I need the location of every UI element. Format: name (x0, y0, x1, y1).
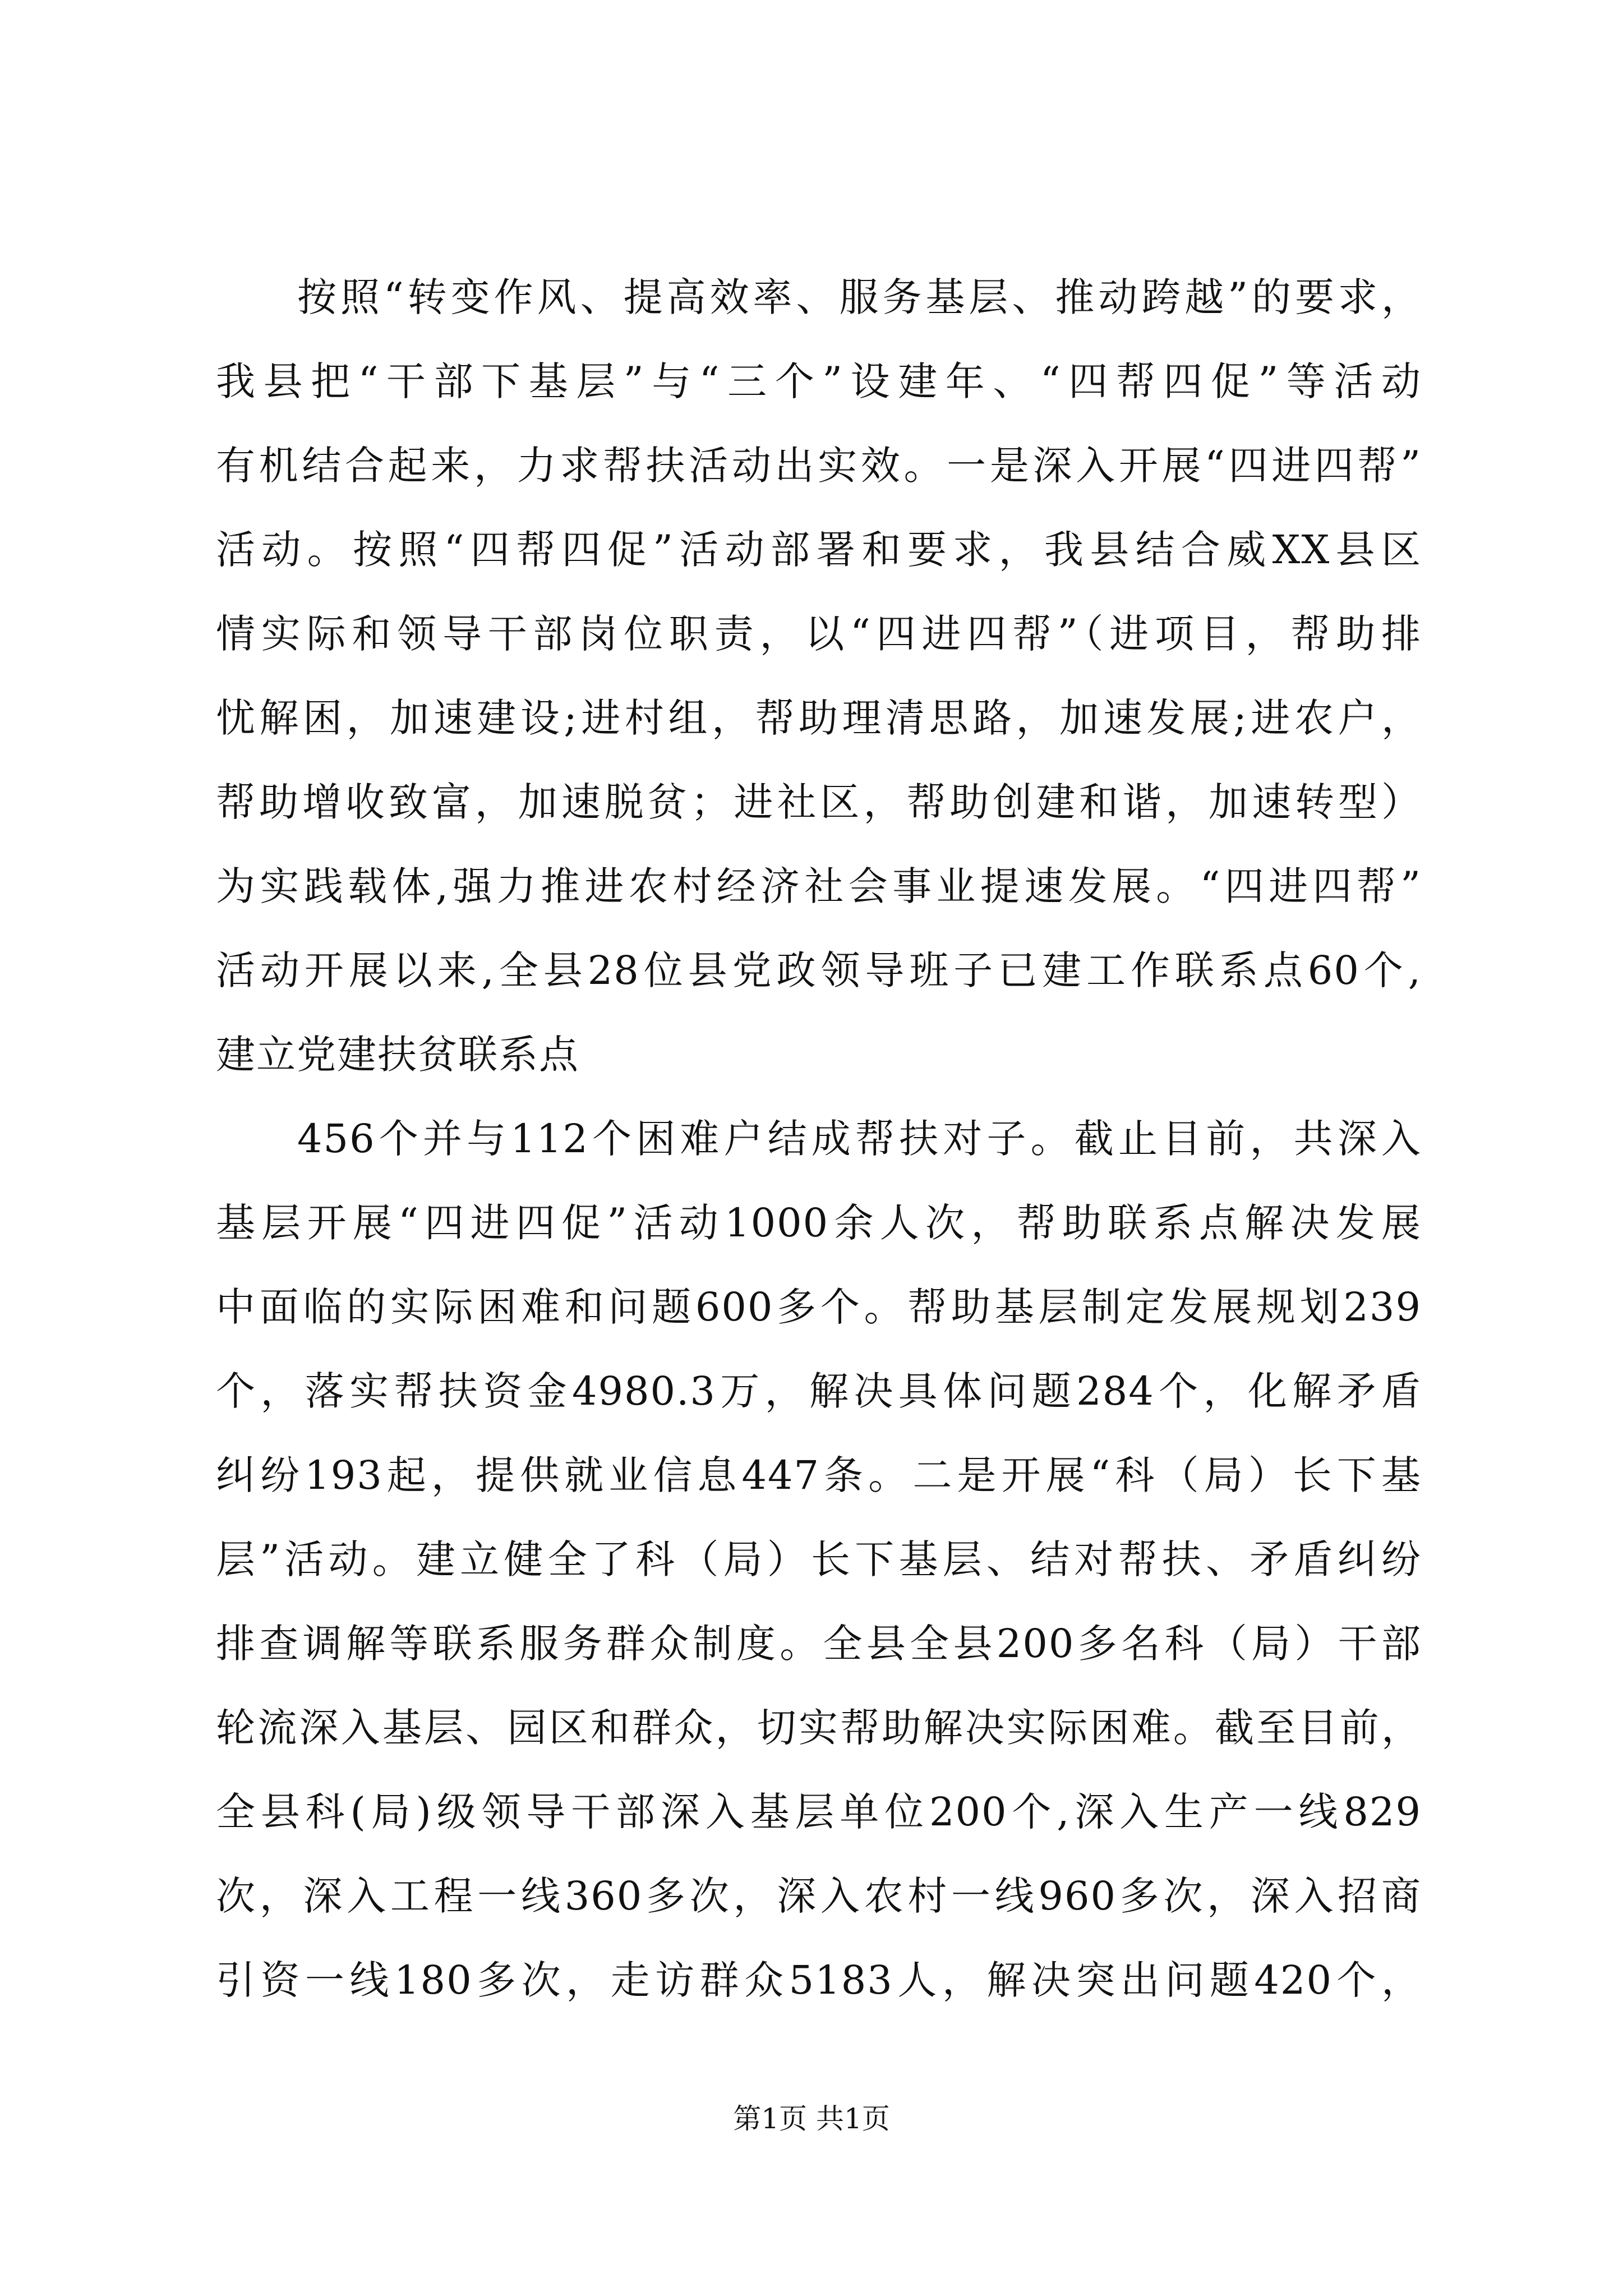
text-line: 轮流深入基层、园区和群众，切实帮助解决实际困难。截至目前， (216, 1705, 1422, 1751)
text-line: 有机结合起来，力求帮扶活动出实效。一是深入开展“四进四帮” (216, 443, 1422, 489)
text-line: 帮助增收致富，加速脱贫；进社区，帮助创建和谐，加速转型） (216, 779, 1422, 825)
text-line: 引资一线180多次，走访群众5183人，解决突出问题420个， (216, 1957, 1422, 2003)
text-line: 层”活动。建立健全了科（局）长下基层、结对帮扶、矛盾纠纷 (216, 1536, 1422, 1582)
text-line: 次，深入工程一线360多次，深入农村一线960多次，深入招商 (216, 1873, 1422, 1919)
text-line: 456个并与112个困难户结成帮扶对子。截止目前，共深入 (297, 1116, 1422, 1162)
text-line: 活动开展以来,全县28位县党政领导班子已建工作联系点60个, (216, 947, 1422, 993)
text-line: 全县科(局)级领导干部深入基层单位200个,深入生产一线829 (216, 1789, 1422, 1835)
text-line: 纠纷193起，提供就业信息447条。二是开展“科（局）长下基 (216, 1452, 1422, 1498)
text-line: 情实际和领导干部岗位职责，以“四进四帮”（进项目，帮助排 (216, 611, 1422, 657)
text-line: 个，落实帮扶资金4980.3万，解决具体问题284个，化解矛盾 (216, 1368, 1422, 1414)
text-line: 基层开展“四进四促”活动1000余人次，帮助联系点解决发展 (216, 1200, 1422, 1246)
text-line: 活动。按照“四帮四促”活动部署和要求，我县结合威XX县区 (216, 527, 1422, 573)
document-body (216, 255, 1422, 2022)
text-line: 忧解困，加速建设;进村组，帮助理清思路，加速发展;进农户， (216, 695, 1422, 741)
page-number-footer: 第1页 共1页 (733, 2102, 890, 2135)
paragraph-1 (216, 255, 1422, 1097)
paragraph-2 (216, 1097, 1422, 2022)
text-line: 为实践载体,强力推进农村经济社会事业提速发展。“四进四帮” (216, 863, 1422, 909)
text-line: 按照“转变作风、提高效率、服务基层、推动跨越”的要求， (297, 274, 1422, 320)
text-line: 排查调解等联系服务群众制度。全县全县200多名科（局）干部 (216, 1621, 1422, 1667)
text-line: 中面临的实际困难和问题600多个。帮助基层制定发展规划239 (216, 1284, 1422, 1330)
text-line: 建立党建扶贫联系点 (216, 1032, 579, 1078)
text-line: 我县把“干部下基层”与“三个”设建年、“四帮四促”等活动 (216, 358, 1422, 404)
